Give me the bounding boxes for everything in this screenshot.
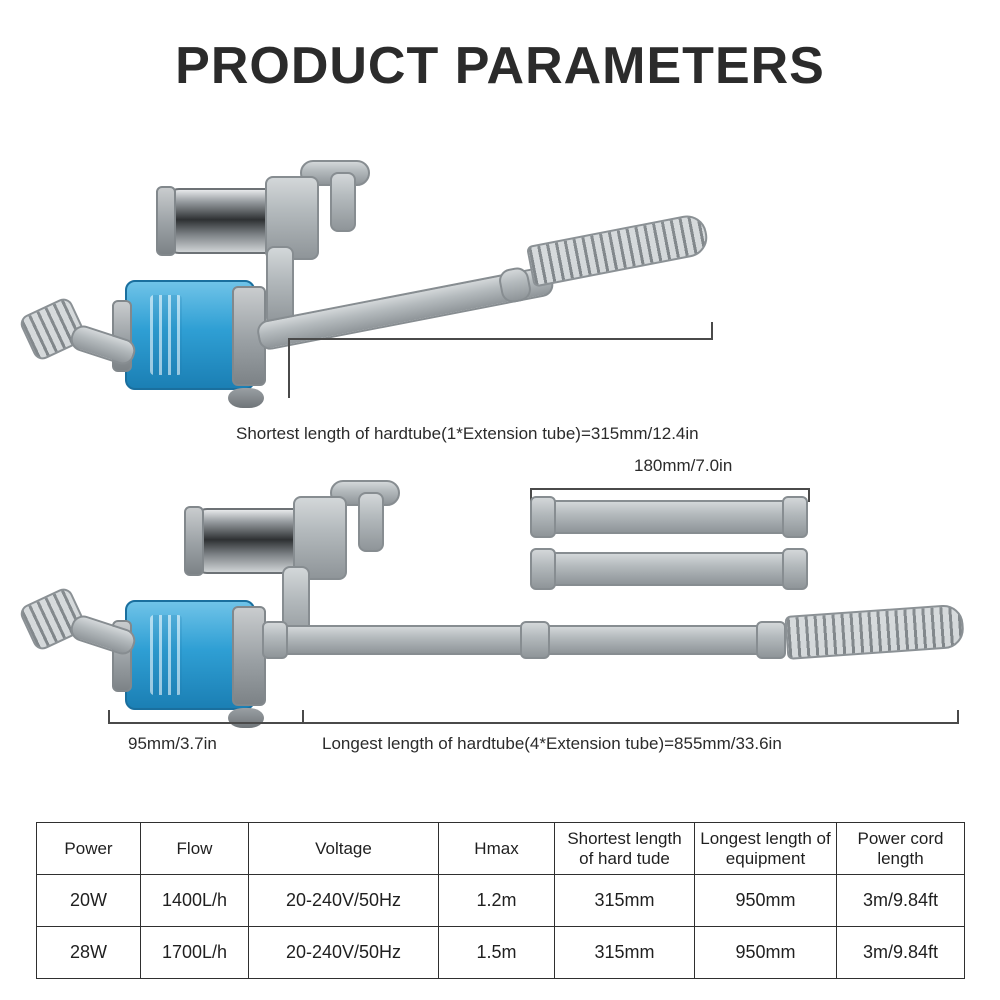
pump-illustration-bottom	[0, 470, 1000, 750]
table-header-row	[37, 823, 965, 875]
cell-voltage: 20-240V/50Hz	[249, 927, 439, 979]
riser-tube-top	[266, 246, 294, 326]
cell-power: 20W	[37, 875, 141, 927]
cell-flow: 1700L/h	[141, 927, 249, 979]
caption-pump-width: 95mm/3.7in	[128, 734, 217, 753]
pump-illustration-top	[0, 150, 760, 430]
header-power: Power	[37, 823, 141, 875]
header-longest-length: Longest length of equipment	[695, 823, 837, 875]
dimension-line-pump-width	[108, 722, 304, 724]
cell-hmax: 1.2m	[439, 875, 555, 927]
suction-cup-top	[228, 388, 264, 408]
dimension-line-longest	[304, 722, 959, 724]
hard-tube-collar-2	[520, 621, 550, 659]
page-title: PRODUCT PARAMETERS	[175, 37, 825, 95]
spec-table	[36, 822, 965, 979]
nozzle-ribbed-bottom	[784, 604, 965, 660]
spec-table-container	[36, 822, 964, 979]
cell-hmax: 1.5m	[439, 927, 555, 979]
motor-front-cap-bottom	[232, 606, 266, 706]
header-hmax: Hmax	[439, 823, 555, 875]
dimension-tick-longest-right	[957, 710, 959, 724]
dimension-tick-pump-left	[108, 710, 110, 724]
header-shortest-length: Shortest length of hard tude	[555, 823, 695, 875]
hard-tube-collar-1	[262, 621, 288, 659]
nozzle-ribbed-top	[526, 212, 711, 288]
cell-power: 28W	[37, 927, 141, 979]
cell-cord-length: 3m/9.84ft	[837, 927, 965, 979]
header-cord-length: Power cord length	[837, 823, 965, 875]
barrel-end-cap-top	[156, 186, 176, 256]
header-voltage: Voltage	[249, 823, 439, 875]
cell-shortest-length: 315mm	[555, 875, 695, 927]
table-row	[37, 875, 965, 927]
cell-voltage: 20-240V/50Hz	[249, 875, 439, 927]
barrel-end-cap-bottom	[184, 506, 204, 576]
dimension-leader-shortest	[288, 338, 290, 398]
caption-extension-length: 180mm/7.0in	[634, 456, 733, 475]
suction-cup-bottom	[228, 708, 264, 728]
cell-shortest-length: 315mm	[555, 927, 695, 979]
hard-tube-collar-3	[756, 621, 786, 659]
cell-cord-length: 3m/9.84ft	[837, 875, 965, 927]
dimension-line-shortest	[288, 338, 713, 340]
header-flow: Flow	[141, 823, 249, 875]
cell-flow: 1400L/h	[141, 875, 249, 927]
caption-longest-length: Longest length of hardtube(4*Extension tube)=855mm/33.6in	[322, 734, 782, 753]
dimension-tick-shortest-right	[711, 322, 713, 340]
outlet-elbow-vertical-bottom	[358, 492, 384, 552]
outlet-elbow-vertical-top	[330, 172, 356, 232]
cell-longest-length: 950mm	[695, 927, 837, 979]
table-row	[37, 927, 965, 979]
cell-longest-length: 950mm	[695, 875, 837, 927]
caption-shortest-length: Shortest length of hardtube(1*Extension tube)=315mm/12.4in	[236, 424, 699, 443]
